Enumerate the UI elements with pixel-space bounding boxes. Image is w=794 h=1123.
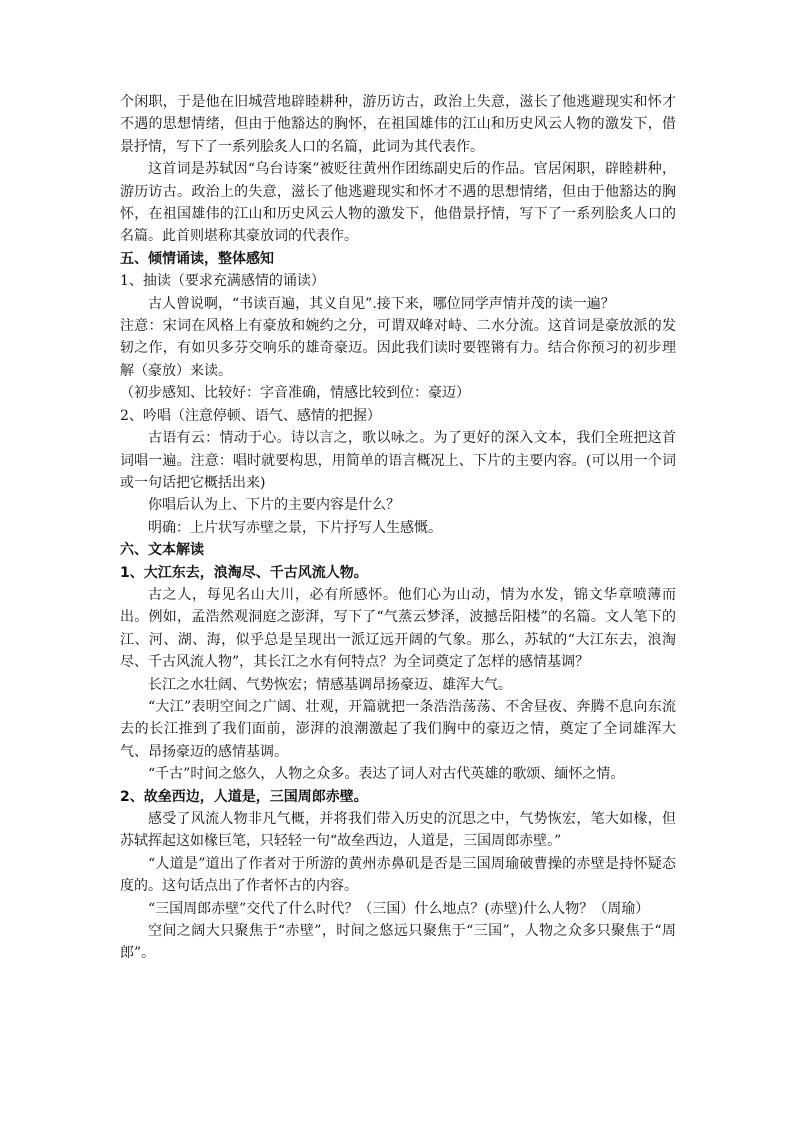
document-page xyxy=(120,91,676,965)
paragraph-7: 你唱后认为上、下片的主要内容是什么？ xyxy=(148,497,400,514)
paragraph-3: 古人曾说啊，“书读百遍，其义自见”.接下来，哪位同学声情并茂的读一遍？ xyxy=(148,295,615,312)
paragraph-8: 明确：上片状写赤壁之景，下片抒写人生感慨。 xyxy=(148,519,442,536)
paragraph-14: “人道是”道出了作者对于所游的黄州赤鼻矶是否是三国周瑜破曹操的赤壁是持怀疑态度的。这句话点出了作者怀古的内容。 xyxy=(120,855,676,895)
paragraph-5: （初步感知、比较好：字音准确，情感比较到位：豪迈） xyxy=(120,385,470,402)
paragraph-1: 个闲职，于是他在旧城营地辟睦耕种，游历访古，政治上失意，滋长了他逃避现实和怀才不遇的思想情绪，但由于他豁达的胸怀，在祖国雄伟的江山和历史风云人物的激发下，借景抒情，写下了一系列脍炙人口的名篇，此词为其代表作。 xyxy=(120,94,676,155)
paragraph-11: “大江”表明空间之广阔、壮观，开篇就把一条浩浩荡荡、不舍昼夜、奔腾不息向东流去的长江推到了我们面前，澎湃的浪潮激起了我们胸中的豪迈之情，奠定了全词雄浑大气、昂扬豪迈的感情基调。 xyxy=(120,698,676,760)
paragraph-10: 长江之水壮阔、气势恢宏；情感基调昂扬豪迈、雄浑大气。 xyxy=(148,676,512,693)
paragraph-15: “三国周郎赤壁”交代了什么时代？（三国）什么地点？(赤壁)什么人物？（周瑜） xyxy=(148,900,650,917)
section-heading-5: 五、倾情诵读，整体感知 xyxy=(120,250,274,267)
paragraph-6: 古语有云：情动于心。诗以言之，歌以咏之。为了更好的深入文本，我们全班把这首词唱一遍。注意：唱时就要构思，用简单的语言概况上、下片的主要内容。(可以用一个词或一句话把它概括出来) xyxy=(120,430,676,491)
section-heading-6: 六、文本解读 xyxy=(120,542,204,559)
paragraph-13: 感受了风流人物非凡气概，并将我们带入历史的沉思之中，气势恢宏，笔大如椽，但苏轼挥起这如椽巨笔，只轻轻一句“故垒西边，人道是，三国周郎赤壁。” xyxy=(120,811,676,850)
paragraph-2: 这首词是苏轼因“乌台诗案”被贬往黄州作团练副史后的作品。官居闲职，辟睦耕种，游历访古。政治上的失意，滋长了他逃避现实和怀才不遇的思想情绪，但由于他豁达的胸怀，在祖国雄伟的江山和历史风云人物的激发下，他借景抒情，写下了一系列脍炙人口的名篇。此首则堪称其豪放词的代表作。 xyxy=(120,161,676,245)
paragraph-9: 古之人，每见名山大川，必有所感怀。他们心为山动，情为水发，锦文华章喷薄而出。例如，孟浩然观洞庭之澎湃，写下了“气蒸云梦泽，波撼岳阳楼”的名篇。文人笔下的江、河、湖、海，似乎总是呈现出一派辽远开阔的气象。那么，苏轼的“大江东去，浪淘尽、千古风流人物”，其长江之水有何特点？为全词奠定了怎样的感情基调？ xyxy=(120,586,676,671)
paragraph-12: “千古”时间之悠久，人物之众多。表达了词人对古代英雄的歌颂、缅怀之情。 xyxy=(148,766,625,783)
paragraph-4: 注意：宋词在风格上有豪放和婉约之分，可谓双峰对峙、二水分流。这首词是豪放派的发轫之作，有如贝多芬交响乐的雄奇豪迈。因此我们读时要铿锵有力。结合你预习的初步理解（豪放）来读。 xyxy=(120,318,676,379)
poem-line-heading-2: 2、故垒西边，人道是，三国周郎赤壁。 xyxy=(120,788,368,805)
subheading-2: 2、吟唱（注意停顿、语气、感情的把握） xyxy=(120,407,381,424)
subheading-1: 1、抽读（要求充满感情的诵读） xyxy=(120,273,325,290)
paragraph-16: 空间之阔大只聚焦于“赤壁”，时间之悠远只聚焦于“三国”，人物之众多只聚焦于“周郎”。 xyxy=(120,923,676,962)
poem-line-heading-1: 1、大江东去，浪淘尽、千古风流人物。 xyxy=(120,564,368,581)
